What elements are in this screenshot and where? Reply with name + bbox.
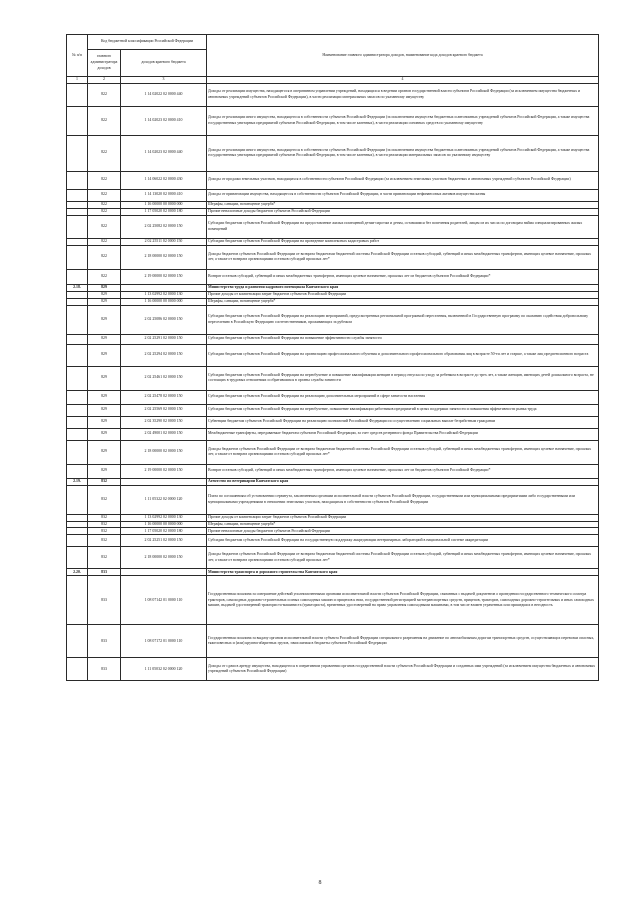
revenue-code: 1 11 05322 02 0000 120 [121,485,207,514]
revenue-code: 1 14 02023 02 0000 440 [121,135,207,171]
admin-code: 832 [88,547,121,569]
table-row [67,521,599,528]
revenue-name: Субсидии бюджетам субъектов Российской Федерации на реализацию дополнительных мероприятий в сфере занятости населения [207,390,599,404]
row-number [67,171,88,189]
admin-code: 829 [88,416,121,428]
revenue-name: Прочие доходы от компенсации затрат бюджетов субъектов Российской Федерации [207,514,599,521]
row-number [67,83,88,106]
row-number [67,269,88,284]
row-number [67,135,88,171]
table-row [67,485,599,514]
table-row [67,171,599,189]
admin-code: 822 [88,201,121,208]
table-row [67,440,599,464]
admin-code: 833 [88,576,121,625]
revenue-name: Субсидии бюджетам субъектов Российской Федерации на организацию профессионального обучения и дополнительного профессионального образования лиц в возрасте 50-ти лет и старше, а также лиц предпенсионного возраста [207,344,599,366]
revenue-name: Министерство труда и развития кадрового потенциала Камчатского края [207,284,599,291]
table-row [67,416,599,428]
header-col-code: доходов краевого бюджета [121,50,207,77]
table-row [67,245,599,269]
admin-code: 833 [88,569,121,576]
revenue-code: 1 14 02023 02 0000 410 [121,106,207,135]
header-group-title: Код бюджетной классификации Российской Федерации [88,35,207,50]
revenue-name: Плата по соглашениям об установлении сервитута, заключенным органами исполнительной власти субъектов Российской Федерации, государственными или муниципальными предприятиями либо государственными или муниципальными учреждениями в отношении земельных участков, находящихся в собственности субъектов Российской Федерации [207,485,599,514]
row-number [67,428,88,440]
admin-code: 833 [88,625,121,658]
table-row [67,189,599,201]
revenue-name: Доходы бюджетов субъектов Российской Федерации от возврата бюджетами бюджетной системы Российской Федерации остатков субсидий, субвенций и иных межбюджетных трансфертов, имеющих целевое назначение, прошлых лет, а также от возврата организациями остатков субсидий прошлых лет* [207,245,599,269]
revenue-name: Доходы от реализации имущества, находящегося в оперативном управлении учреждений, находящихся в ведении органов государственной власти субъектов Российской Федерации (за исключением имущества бюджетных и автономных учреждений субъектов Российской Федерации), в части реализации материальных запасов по указанному имуществу [207,83,599,106]
revenue-name: Субвенции бюджетам субъектов Российской Федерации на реализацию полномочий Российской Федерации по осуществлению социальных выплат безработным гражданам [207,416,599,428]
revenue-name: Субсидии бюджетам субъектов Российской Федерации на предоставление жилых помещений детям-сиротам и детям, оставшимся без попечения родителей, лицам из их числа по договорам найма специализированных жилых помещений [207,215,599,238]
revenue-name: Доходы бюджетов субъектов Российской Федерации от возврата бюджетами бюджетной системы Российской Федерации остатков субсидий, субвенций и иных межбюджетных трансфертов, имеющих целевое назначение, прошлых лет, а также от возврата организациями остатков субсидий прошлых лет* [207,547,599,569]
row-number [67,189,88,201]
revenue-name: Доходы бюджетов субъектов Российской Федерации от возврата бюджетами бюджетной системы Российской Федерации остатков субсидий, субвенций и иных межбюджетных трансфертов, имеющих целевое назначение, прошлых лет, а также от возврата организациями остатков субсидий прошлых лет* [207,440,599,464]
revenue-name: Прочие доходы от компенсации затрат бюджетов субъектов Российской Федерации [207,291,599,298]
table-row [67,547,599,569]
document-sheet [66,34,598,681]
revenue-code: 2 02 25569 02 0000 150 [121,404,207,416]
revenue-code: 2 02 35290 02 0000 150 [121,416,207,428]
revenue-name: Министерство транспорта и дорожного строительства Камчатского края [207,569,599,576]
row-number [67,334,88,344]
revenue-name: Субсидии бюджетам субъектов Российской Федерации на повышение эффективности службы занятости [207,334,599,344]
revenue-code: 1 14 06022 02 0000 430 [121,171,207,189]
revenue-name: Доходы от сдачи в аренду имущества, находящегося в оперативном управлении органов государственной власти субъектов Российской Федерации и созданных ими учреждений (за исключением имущества бюджетных и автономных учреждений субъектов Российской Федерации) [207,658,599,681]
revenue-name: Государственная пошлина за совершение действий уполномоченными органами исполнительной власти субъектов Российской Федерации, связанных с выдачей документов о проведении государственного технического осмотра тракторов, самоходных дорожно-строительных и иных самоходных машин и прицепов к ним, государственной регистрацией мототранспортных средств, прицепов, тракторов, самоходных дорожно-строительных и иных самоходных машин, выдачей удостоверений тракториста-машиниста (тракториста), временных удостоверений на право управления самоходными машинами, в том числе взамен утраченных или пришедших в негодность [207,576,599,625]
row-number: 2.20. [67,569,88,576]
revenue-name: Межбюджетные трансферты, передаваемые бюджетам субъектов Российской Федерации, за счет средств резервного фонда Правительства Российской Федерации [207,428,599,440]
revenue-code: 1 16 00000 00 0000 000 [121,521,207,528]
table-row [67,135,599,171]
admin-code: 829 [88,464,121,478]
revenue-code: 1 17 05020 02 0000 180 [121,208,207,215]
header-col-number: № п/п [67,35,88,77]
revenue-name: Государственная пошлина за выдачу органом исполнительной власти субъекта Российской Федерации специального разрешения на движение по автомобильным дорогам транспортных средств, осуществляющих перевозки опасных, тяжеловесных и (или) крупногабаритных грузов, зачисляемая в бюджеты субъектов Российской Федерации [207,625,599,658]
revenue-name: Агентство по ветеринарии Камчатского края [207,478,599,485]
admin-code: 832 [88,528,121,535]
row-number [67,535,88,547]
row-number [67,390,88,404]
admin-code: 822 [88,269,121,284]
row-number [67,547,88,569]
row-number [67,245,88,269]
row-number [67,215,88,238]
table-row [67,625,599,658]
admin-code: 832 [88,535,121,547]
admin-code: 829 [88,440,121,464]
admin-code: 829 [88,284,121,291]
row-number [67,201,88,208]
revenue-code: 2 02 25478 02 0000 150 [121,390,207,404]
admin-code: 832 [88,514,121,521]
revenue-code [121,284,207,291]
table-row [67,658,599,681]
revenue-name: Возврат остатков субсидий, субвенций и иных межбюджетных трансфертов, имеющих целевое назначение, прошлых лет из бюджетов субъектов Российской Федерации* [207,269,599,284]
row-number [67,344,88,366]
header-index-row [67,77,599,84]
admin-code: 822 [88,171,121,189]
row-number [67,238,88,245]
revenue-name: Субсидии бюджетам субъектов Российской Федерации на переобучение, повышение квалификации работников предприятий в целях поддержки занятости и повышения эффективности рынка труда [207,404,599,416]
revenue-code: 1 14 13020 02 0000 410 [121,189,207,201]
revenue-code: 2 02 25086 02 0000 150 [121,305,207,334]
revenue-code: 1 16 00000 00 0000 000 [121,201,207,208]
revenue-code: 2 18 00000 02 0000 150 [121,440,207,464]
admin-code: 822 [88,189,121,201]
revenue-name: Прочие неналоговые доходы бюджетов субъектов Российской Федерации [207,208,599,215]
admin-code: 829 [88,305,121,334]
revenue-code: 2 02 25461 02 0000 150 [121,366,207,390]
header-col-admin: главного администратора доходов [88,50,121,77]
section-row [67,284,599,291]
row-number [67,298,88,305]
revenue-name: Штрафы, санкции, возмещение ущерба* [207,298,599,305]
revenue-code: 1 17 05020 02 0000 180 [121,528,207,535]
admin-code: 822 [88,135,121,171]
header-index-2: 2 [88,77,121,84]
revenue-name: Доходы от продажи земельных участков, находящихся в собственности субъектов Российской Федерации (за исключением земельных участков бюджетных и автономных учреждений субъектов Российской Федерации) [207,171,599,189]
header-index-3: 3 [121,77,207,84]
table-row [67,514,599,521]
row-number [67,658,88,681]
revenue-code: 2 02 25291 02 0000 150 [121,334,207,344]
table-row [67,390,599,404]
revenue-code: 1 13 02992 02 0000 130 [121,291,207,298]
table-row [67,366,599,390]
table-row [67,291,599,298]
revenue-name: Возврат остатков субсидий, субвенций и иных межбюджетных трансфертов, имеющих целевое назначение, прошлых лет из бюджетов субъектов Российской Федерации* [207,464,599,478]
table-row [67,528,599,535]
admin-code: 829 [88,334,121,344]
revenue-code: 1 14 02022 02 0000 440 [121,83,207,106]
table-row [67,404,599,416]
table-row [67,201,599,208]
row-number [67,106,88,135]
table-row [67,106,599,135]
row-number [67,208,88,215]
admin-code: 833 [88,658,121,681]
admin-code: 829 [88,404,121,416]
table-row [67,576,599,625]
admin-code: 832 [88,478,121,485]
row-number: 2.19. [67,478,88,485]
revenue-code: 1 16 00000 00 0000 000 [121,298,207,305]
revenue-code [121,569,207,576]
table-row [67,208,599,215]
revenue-code: 2 02 25294 02 0000 150 [121,344,207,366]
revenue-name: Субсидии бюджетам субъектов Российской Федерации на государственную поддержку аккредитации ветеринарных лабораторий в национальной системе аккредитации [207,535,599,547]
table-row [67,464,599,478]
table-row [67,535,599,547]
row-number [67,576,88,625]
table-header [67,35,599,84]
admin-code: 829 [88,298,121,305]
revenue-code: 2 02 25511 02 0000 150 [121,238,207,245]
admin-code: 829 [88,366,121,390]
table-body [67,83,599,681]
table-row [67,344,599,366]
admin-code: 832 [88,521,121,528]
revenue-name: Штрафы, санкции, возмещение ущерба* [207,201,599,208]
header-col-name: Наименование главного администратора доходов, наименование кода доходов краевого бюджета [207,35,599,77]
revenue-name: Прочие неналоговые доходы бюджетов субъектов Российской Федерации [207,528,599,535]
admin-code: 829 [88,344,121,366]
row-number [67,485,88,514]
revenue-code: 1 08 07142 01 0000 110 [121,576,207,625]
admin-code: 822 [88,215,121,238]
revenue-code: 1 08 07172 01 0000 110 [121,625,207,658]
admin-code: 822 [88,106,121,135]
section-row [67,569,599,576]
admin-code: 822 [88,83,121,106]
admin-code: 829 [88,428,121,440]
admin-code: 822 [88,208,121,215]
revenue-name: Доходы от приватизации имущества, находящегося в собственности субъектов Российской Федерации, в части приватизации нефинансовых активов имущества казны [207,189,599,201]
table-row [67,305,599,334]
row-number [67,404,88,416]
revenue-code: 2 18 00000 02 0000 150 [121,245,207,269]
admin-code: 829 [88,291,121,298]
admin-code: 832 [88,485,121,514]
table-row [67,83,599,106]
revenue-name: Штрафы, санкции, возмещение ущерба* [207,521,599,528]
row-number [67,416,88,428]
row-number [67,514,88,521]
row-number [67,366,88,390]
revenue-name: Субсидии бюджетам субъектов Российской Федерации на реализацию мероприятий, предусмотренных региональной программой переселения, включенной в Государственную программу по оказанию содействия добровольному переселению в Российскую Федерацию соотечественников, проживающих за рубежом [207,305,599,334]
revenue-code: 2 02 49001 02 0000 150 [121,428,207,440]
admin-code: 822 [88,238,121,245]
table-row [67,215,599,238]
table-row [67,428,599,440]
revenue-name: Доходы от реализации иного имущества, находящегося в собственности субъектов Российской Федерации (за исключением имущества бюджетных и автономных учреждений субъектов Российской Федерации, а также имущества государственных унитарных предприятий субъектов Российской Федерации, в том числе казенных), в части реализации материальных запасов по указанному имуществу [207,135,599,171]
revenue-code: 2 18 00000 02 0000 150 [121,547,207,569]
table-row [67,298,599,305]
row-number [67,521,88,528]
admin-code: 822 [88,245,121,269]
row-number: 2.18. [67,284,88,291]
revenue-name: Доходы от реализации иного имущества, находящегося в собственности субъектов Российской Федерации (за исключением имущества бюджетных и автономных учреждений субъектов Российской Федерации, а также имущества государственных унитарных предприятий субъектов Российской Федерации, в том числе казенных), в части реализации основных средств по указанному имуществу [207,106,599,135]
row-number [67,625,88,658]
revenue-code: 1 11 05032 02 0000 120 [121,658,207,681]
section-row [67,478,599,485]
revenue-name: Субсидии бюджетам субъектов Российской Федерации на переобучение и повышение квалификации женщин в период отпуска по уходу за ребенком в возрасте до трех лет, а также женщин, имеющих детей дошкольного возраста, не состоящих в трудовых отношениях и обратившихся в органы службы занятости [207,366,599,390]
row-number [67,291,88,298]
revenue-code [121,478,207,485]
revenue-code-table [66,34,599,681]
revenue-code: 2 19 00000 02 0000 150 [121,464,207,478]
row-number [67,305,88,334]
revenue-code: 1 13 02992 02 0000 130 [121,514,207,521]
header-index-1: 1 [67,77,88,84]
admin-code: 829 [88,390,121,404]
row-number [67,440,88,464]
revenue-name: Субсидии бюджетам субъектов Российской Федерации на проведение комплексных кадастровых работ [207,238,599,245]
page-number: 8 [318,880,322,886]
table-row [67,334,599,344]
header-index-4: 4 [207,77,599,84]
table-row [67,238,599,245]
revenue-code: 2 19 00000 02 0000 150 [121,269,207,284]
revenue-code: 2 02 25082 02 0000 150 [121,215,207,238]
table-row [67,269,599,284]
revenue-code: 2 02 25251 02 0000 150 [121,535,207,547]
row-number [67,528,88,535]
row-number [67,464,88,478]
